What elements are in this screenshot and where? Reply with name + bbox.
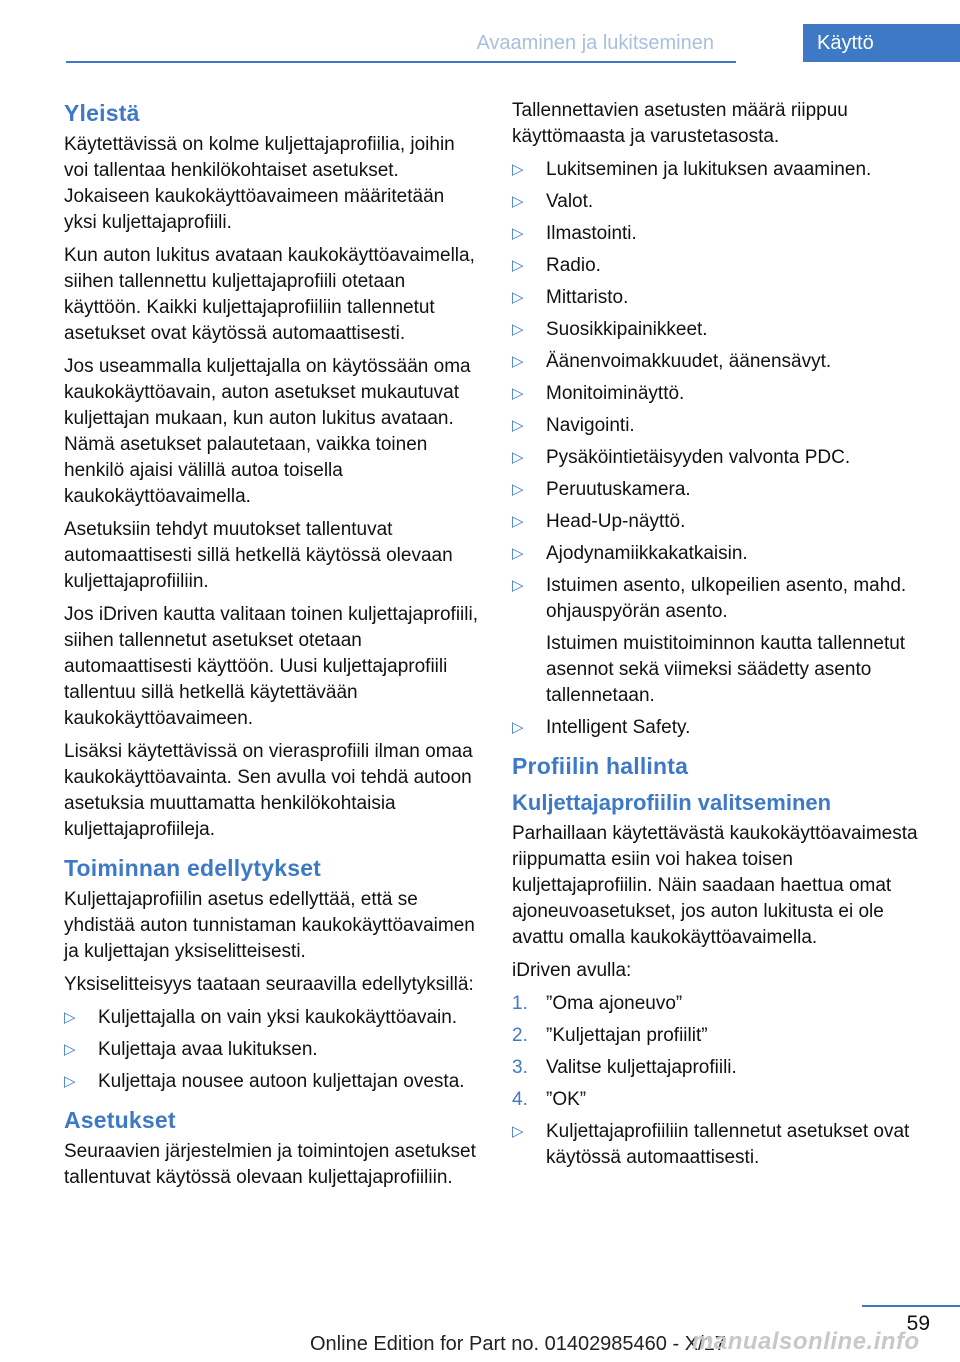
step-number: 1. <box>512 993 528 1014</box>
triangle-right-icon: ▷ <box>512 161 524 178</box>
list-item <box>512 715 928 741</box>
list-item-text: Äänenvoimakkuudet, äänensävyt. <box>546 351 832 372</box>
header-section-title: Avaaminen ja lukitseminen <box>476 32 714 54</box>
right-column <box>512 98 928 1177</box>
list-item-text: Valot. <box>546 191 594 212</box>
step-text: ”Oma ajoneuvo” <box>546 993 683 1014</box>
list-item-text: Ajodynamiikkakatkaisin. <box>546 543 748 564</box>
list-item-text: Intelligent Safety. <box>546 717 691 738</box>
list-item <box>64 1069 482 1095</box>
triangle-right-icon: ▷ <box>512 417 524 434</box>
triangle-right-icon: ▷ <box>512 513 524 530</box>
list-item-text: Pysäköintietäisyyden valvonta PDC. <box>546 447 851 468</box>
subsection-heading-valitseminen: Kuljettajaprofiilin valitseminen <box>512 790 832 815</box>
page-number-divider <box>862 1305 960 1307</box>
list-item <box>512 317 928 343</box>
list-item <box>512 541 928 567</box>
step-item <box>512 1055 928 1081</box>
bullet-list-edellytykset <box>64 1005 482 1095</box>
triangle-right-icon: ▷ <box>512 257 524 274</box>
paragraph: Kun auton lukitus avataan kaukokäyttöavaimella, siihen tallennettu kuljettajaprofiili otetaan käyttöön. Kaikki kuljettajaprofiiliin tallennetut asetukset ovat käytössä automaattisesti. <box>64 245 475 344</box>
numbered-steps <box>512 991 928 1113</box>
list-item-text: Navigointi. <box>546 415 635 436</box>
list-item-text: Kuljettaja nousee autoon kuljettajan ovesta. <box>98 1071 465 1092</box>
list-item <box>64 1005 482 1031</box>
list-item <box>512 189 928 215</box>
list-item <box>512 445 928 471</box>
step-text: ”Kuljettajan profiilit” <box>546 1025 708 1046</box>
triangle-right-icon: ▷ <box>64 1073 76 1090</box>
step-number: 3. <box>512 1057 528 1078</box>
paragraph: Lisäksi käytettävissä on vierasprofiili ilman omaa kaukokäyttöavainta. Sen avulla voi tehdä autoon asetuksia muuttamatta henkilökohtaisia kuljettajaprofiileja. <box>64 741 473 840</box>
triangle-right-icon: ▷ <box>512 1123 524 1140</box>
triangle-right-icon: ▷ <box>512 385 524 402</box>
step-item <box>512 1023 928 1049</box>
page-header <box>66 24 960 62</box>
list-item-text: Kuljettajalla on vain yksi kaukokäyttöavain. <box>98 1007 458 1028</box>
triangle-right-icon: ▷ <box>512 321 524 338</box>
page-number: 59 <box>906 1312 930 1335</box>
triangle-right-icon: ▷ <box>512 225 524 242</box>
list-item <box>512 157 928 183</box>
list-item <box>512 253 928 279</box>
list-item-text: Monitoiminäyttö. <box>546 383 685 404</box>
bullet-list-asetukset <box>512 157 928 741</box>
list-item-text: Suosikkipainikkeet. <box>546 319 708 340</box>
section-heading-hallinta: Profiilin hallinta <box>512 753 689 779</box>
triangle-right-icon: ▷ <box>512 449 524 466</box>
paragraph: Tallennettavien asetusten määrä riippuu käyttömaasta ja varustetasosta. <box>512 100 848 147</box>
section-heading-edellytykset: Toiminnan edellytykset <box>64 855 322 881</box>
paragraph: Jos useammalla kuljettajalla on käytössään oma kaukokäyttöavain, auton asetukset mukautuvat kuljettajan mukaan, kun auton lukitus avataan. Nämä asetukset palautetaan, vaikka toinen henkilö ajaisi välillä autoa toisella kaukokäyttöavaimella. <box>64 356 471 507</box>
footer-edition: Online Edition for Part no. 01402985460 - X/17 <box>310 1333 726 1355</box>
list-item-text: Ilmastointi. <box>546 223 637 244</box>
list-item-text: Mittaristo. <box>546 287 629 308</box>
header-divider <box>66 61 736 63</box>
triangle-right-icon: ▷ <box>512 481 524 498</box>
list-item <box>512 413 928 439</box>
list-item <box>512 573 928 709</box>
step-item <box>512 1087 928 1113</box>
triangle-right-icon: ▷ <box>512 289 524 306</box>
section-heading-yleista: Yleistä <box>64 100 140 126</box>
paragraph: Käytettävissä on kolme kuljettajaprofiilia, joihin voi tallentaa henkilökohtaiset asetukset. Jokaiseen kaukokäyttöavaimeen määritetään yksi kuljettajaprofiili. <box>64 134 455 233</box>
list-item-text: Peruutuskamera. <box>546 479 691 500</box>
step-item <box>512 991 928 1017</box>
step-text: ”OK” <box>546 1089 587 1110</box>
list-item <box>512 349 928 375</box>
watermark: manualsonline.info <box>692 1328 920 1355</box>
triangle-right-icon: ▷ <box>512 545 524 562</box>
triangle-right-icon: ▷ <box>64 1009 76 1026</box>
list-item <box>512 477 928 503</box>
list-item-text: Lukitseminen ja lukituksen avaaminen. <box>546 159 872 180</box>
step-number: 2. <box>512 1025 528 1046</box>
section-heading-asetukset: Asetukset <box>64 1107 176 1133</box>
bullet-list-result <box>512 1119 928 1171</box>
header-chapter-tab: Käyttö <box>803 24 960 62</box>
paragraph: Seuraavien järjestelmien ja toimintojen asetukset tallentuvat käytössä olevaan kuljettajaprofiiliin. <box>64 1141 476 1188</box>
list-item <box>512 1119 928 1171</box>
paragraph: Yksiselitteisyys taataan seuraavilla edellytyksillä: <box>64 974 474 995</box>
list-item <box>512 381 928 407</box>
paragraph: iDriven avulla: <box>512 960 632 981</box>
left-column <box>64 98 482 1198</box>
paragraph: Kuljettajaprofiilin asetus edellyttää, että se yhdistää auton tunnistaman kaukokäyttöavaimen ja kuljettajan yksiselitteisesti. <box>64 889 475 962</box>
list-item-text: Istuimen asento, ulkopeilien asento, mahd. ohjauspyörän asento. <box>546 575 907 622</box>
paragraph: Jos iDriven kautta valitaan toinen kuljettajaprofiili, siihen tallennetut asetukset otetaan automaattisesti käyttöön. Uusi kuljettajaprofiili tallentuu sillä hetkellä käytettävään kaukokäyttöavaimeen. <box>64 604 478 729</box>
paragraph: Parhaillaan käytettävästä kaukokäyttöavaimesta riippumatta esiin voi hakea toisen kuljettajaprofiilin. Näin saadaan haettua omat ajoneuvoasetukset, jos auton lukitusta ei ole avattu omalla kaukokäyttöavaimella. <box>512 823 918 948</box>
list-item-subparagraph: Istuimen muistitoiminnon kautta tallennetut asennot sekä viimeksi säädetty asento tallennetaan. <box>546 633 906 706</box>
list-item <box>512 285 928 311</box>
list-item <box>512 509 928 535</box>
list-item-text: Head-Up-näyttö. <box>546 511 686 532</box>
step-number: 4. <box>512 1089 528 1110</box>
list-item-text: Radio. <box>546 255 601 276</box>
triangle-right-icon: ▷ <box>512 577 524 594</box>
triangle-right-icon: ▷ <box>512 353 524 370</box>
list-item-text: Kuljettaja avaa lukituksen. <box>98 1039 318 1060</box>
triangle-right-icon: ▷ <box>64 1041 76 1058</box>
list-item <box>512 221 928 247</box>
step-text: Valitse kuljettajaprofiili. <box>546 1057 737 1078</box>
list-item-text: Kuljettajaprofiiliin tallennetut asetukset ovat käytössä automaattisesti. <box>546 1121 910 1168</box>
triangle-right-icon: ▷ <box>512 193 524 210</box>
triangle-right-icon: ▷ <box>512 719 524 736</box>
paragraph: Asetuksiin tehdyt muutokset tallentuvat automaattisesti sillä hetkellä käytössä olevaan kuljettajaprofiiliin. <box>64 519 453 592</box>
list-item <box>64 1037 482 1063</box>
